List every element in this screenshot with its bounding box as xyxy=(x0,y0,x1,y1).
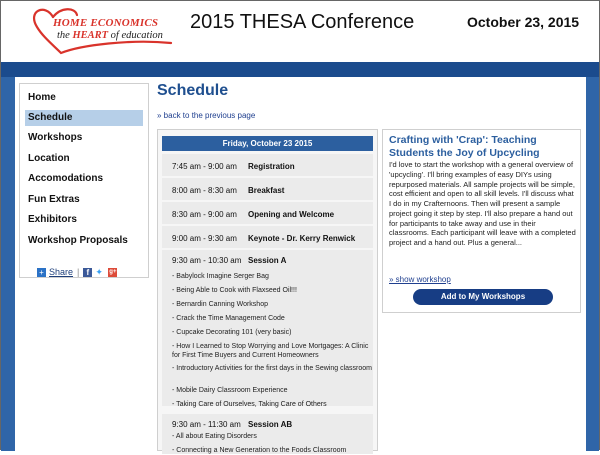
session-time: 9:30 am - 10:30 am xyxy=(172,256,242,265)
schedule-time: 7:45 am - 9:00 am xyxy=(172,162,237,171)
back-link[interactable]: » back to the previous page xyxy=(157,111,256,120)
sidebar-item-fun-extras[interactable]: Fun Extras xyxy=(28,194,80,205)
session-name: Session AB xyxy=(248,420,293,429)
schedule-panel xyxy=(157,129,378,454)
content-panel xyxy=(15,77,586,454)
schedule-row[interactable] xyxy=(162,226,373,248)
conference-title: 2015 THESA Conference xyxy=(190,11,415,33)
schedule-row[interactable] xyxy=(162,202,373,224)
schedule-row[interactable] xyxy=(162,154,373,176)
share-link[interactable]: Share xyxy=(49,267,74,277)
workshop-link[interactable]: - Bernardin Canning Workshop xyxy=(172,301,268,308)
schedule-time: 8:30 am - 9:00 am xyxy=(172,210,237,219)
workshop-link[interactable]: - Babylock Imagine Serger Bag xyxy=(172,273,269,280)
conference-logo[interactable] xyxy=(31,5,181,57)
workshop-link[interactable]: - Mobile Dairy Classroom Experience xyxy=(172,387,288,394)
schedule-event: Breakfast xyxy=(248,186,285,195)
share-bar xyxy=(37,267,117,277)
sidebar-item-schedule[interactable]: Schedule xyxy=(25,110,143,126)
workshop-description: I'd love to start the workshop with a general overview of 'upcycling'. I'll bring examples of easy DIYs using repurposed materials. All sample projects will be simple, cost efficient and open to all skill levels. I'll discuss what I do in my Crafternoons. Then will present a sample project going it step by step. I'll also prepare a hand out for participants to take away and use in their classrooms. Each participant will leave with a completed project and a hand out. Plus a general... xyxy=(389,160,576,247)
show-workshop-link[interactable]: » show workshop xyxy=(389,275,451,284)
schedule-event: Registration xyxy=(248,162,295,171)
workshop-link[interactable]: - How I Learned to Stop Worrying and Love Mortgages: A Clinic for First Time Buyers and Current Homeowners xyxy=(172,343,369,359)
add-to-my-workshops-button[interactable]: Add to My Workshops xyxy=(413,289,553,305)
sidebar-nav xyxy=(19,83,149,278)
workshop-link[interactable]: - Being Able to Cook with Flaxseed Oil!!! xyxy=(172,287,297,294)
twitter-icon[interactable]: ✦ xyxy=(95,266,103,277)
logo-tagline xyxy=(57,30,163,41)
workshop-link[interactable]: - Taking Care of Ourselves, Taking Care of Others xyxy=(172,401,327,408)
schedule-day-header: Friday, October 23 2015 xyxy=(162,136,373,151)
sidebar-item-accomodations[interactable]: Accomodations xyxy=(28,173,104,184)
google-plus-icon[interactable]: g+ xyxy=(109,268,117,275)
sidebar-item-home[interactable]: Home xyxy=(28,92,56,103)
sidebar-item-workshops[interactable]: Workshops xyxy=(28,132,83,143)
sidebar-item-exhibitors[interactable]: Exhibitors xyxy=(28,214,77,225)
share-divider: | xyxy=(77,267,80,277)
logo-title: HOME ECONOMICS xyxy=(53,17,159,29)
schedule-event: Keynote - Dr. Kerry Renwick xyxy=(248,234,356,243)
schedule-event: Opening and Welcome xyxy=(248,210,335,219)
schedule-time: 9:00 am - 9:30 am xyxy=(172,234,237,243)
share-icon[interactable]: + xyxy=(37,268,46,277)
session-name: Session A xyxy=(248,256,287,265)
workshop-card xyxy=(382,129,581,313)
workshop-link[interactable]: - Cupcake Decorating 101 (very basic) xyxy=(172,329,292,336)
workshop-link[interactable]: - Introductory Activities for the first days in the Sewing classroom xyxy=(172,365,372,372)
logo-tagline-prefix: the xyxy=(57,30,70,41)
session-time: 9:30 am - 11:30 am xyxy=(172,420,241,429)
conference-date: October 23, 2015 xyxy=(467,14,580,30)
page-title: Schedule xyxy=(157,82,229,99)
sidebar-item-workshop-proposals[interactable]: Workshop Proposals xyxy=(28,235,128,246)
workshop-title: Crafting with 'Crap': Teaching Students the Joy of Upcycling xyxy=(389,134,540,159)
logo-tagline-suffix: of education xyxy=(110,30,163,41)
workshop-link[interactable]: - All about Eating Disorders xyxy=(172,433,257,440)
blue-band-top xyxy=(1,62,599,77)
workshop-link[interactable]: - Crack the Time Management Code xyxy=(172,315,285,322)
workshop-link[interactable]: - Connecting a New Generation to the Foods Classroom xyxy=(172,447,347,454)
schedule-row[interactable] xyxy=(162,178,373,200)
site-header xyxy=(1,1,599,61)
facebook-icon[interactable]: f xyxy=(83,268,92,277)
schedule-time: 8:00 am - 8:30 am xyxy=(172,186,237,195)
logo-tagline-bold: HEART xyxy=(72,30,109,41)
sidebar-item-location[interactable]: Location xyxy=(28,153,70,164)
